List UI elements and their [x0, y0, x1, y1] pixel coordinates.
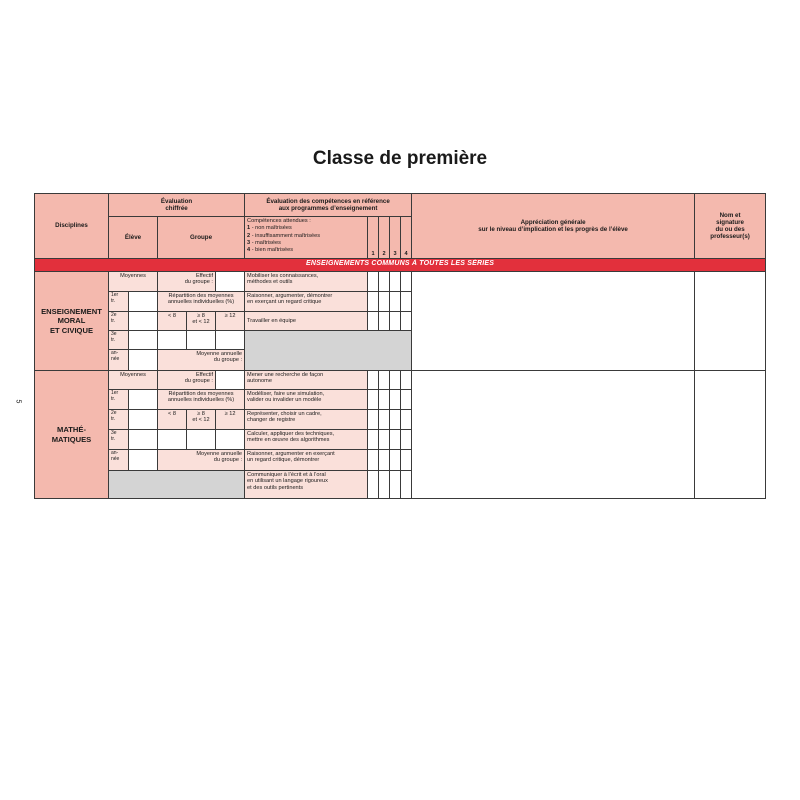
page-title: Classe de première [312, 148, 488, 169]
competences-legend [245, 217, 368, 259]
signature-box[interactable] [695, 371, 766, 499]
trimestre-label: 2e tr. [109, 312, 129, 331]
repartition-label: Répartition des moyennes annuelles individuelles (%) [158, 390, 245, 410]
level-box[interactable] [379, 450, 390, 471]
level-box[interactable] [379, 390, 390, 410]
grey-filler [109, 471, 245, 499]
eleve-moyenne-input[interactable] [129, 430, 158, 450]
level-box[interactable] [390, 410, 401, 430]
competence: Raisonner, argumenter en exerçant un regard critique, démontrer [245, 450, 368, 471]
repartition-input[interactable] [187, 430, 216, 450]
repartition-input[interactable] [158, 331, 187, 350]
level-box[interactable] [401, 292, 412, 312]
level-box[interactable] [379, 272, 390, 292]
header-signature: Nom et signature du ou des professeur(s) [695, 194, 766, 259]
competence: Raisonner, argumenter, démontrer en exerçant un regard critique [245, 292, 368, 312]
range-ge12: ≥ 12 [216, 410, 245, 430]
evaluation-table [34, 193, 766, 499]
competence: Communiquer à l’écrit et à l’oral en utilisant un langage rigoureux et des outils pertinents [245, 471, 368, 499]
level-box[interactable] [401, 390, 412, 410]
header-evaluation-chiffree: Évaluation chiffrée [109, 194, 245, 217]
eleve-moyenne-input[interactable] [129, 410, 158, 430]
discipline-emc: ENSEIGNEMENT MORAL ET CIVIQUE [35, 272, 109, 371]
repartition-input[interactable] [187, 331, 216, 350]
repartition-input[interactable] [158, 430, 187, 450]
header-appreciation: Appréciation générale sur le niveau d’implication et les progrès de l’élève [412, 194, 695, 259]
repartition-label: Répartition des moyennes annuelles individuelles (%) [158, 292, 245, 312]
level-box[interactable] [390, 371, 401, 390]
level-box[interactable] [379, 312, 390, 331]
header-competences: Évaluation des compétences en référence aux programmes d’enseignement [245, 194, 412, 217]
level-box[interactable] [401, 312, 412, 331]
moyenne-annuelle-label: Moyenne annuelle du groupe : [158, 450, 245, 471]
moyenne-annuelle-label: Moyenne annuelle du groupe : [158, 350, 245, 371]
eleve-moyenne-input[interactable] [129, 331, 158, 350]
level-box[interactable] [390, 450, 401, 471]
trimestre-label: 3e tr. [109, 430, 129, 450]
range-lt8: < 8 [158, 410, 187, 430]
appreciation-box[interactable] [412, 371, 695, 499]
trimestre-label: 2e tr. [109, 410, 129, 430]
level-box[interactable] [401, 471, 412, 499]
competence: Travailler en équipe [245, 312, 368, 331]
trimestre-label: 1er tr. [109, 390, 129, 410]
moyennes-label: Moyennes [109, 371, 158, 390]
eleve-moyenne-input[interactable] [129, 312, 158, 331]
competence: Mener une recherche de façon autonome [245, 371, 368, 390]
header-groupe: Groupe [158, 217, 245, 259]
range-mid: ≥ 8 et < 12 [187, 312, 216, 331]
moyennes-label: Moyennes [109, 272, 158, 292]
level-box[interactable] [368, 371, 379, 390]
competence: Mobiliser les connaissances, méthodes et outils [245, 272, 368, 292]
level-box[interactable] [368, 450, 379, 471]
header-eleve: Élève [109, 217, 158, 259]
legend-item: 3 - maîtrisées [247, 239, 281, 246]
effectif-input[interactable] [216, 272, 245, 292]
repartition-input[interactable] [216, 331, 245, 350]
trimestre-label: 1er tr. [109, 292, 129, 312]
level-box[interactable] [401, 430, 412, 450]
range-ge12: ≥ 12 [216, 312, 245, 331]
competences-attendues-label: Compétences attendues : [247, 218, 311, 224]
level-box[interactable] [368, 292, 379, 312]
legend-item: 2 - insuffisamment maîtrisées [247, 232, 321, 239]
annee-label: an- née [109, 450, 129, 471]
level-box[interactable] [379, 371, 390, 390]
level-3: 3 [390, 217, 401, 259]
legend-item: 1 - non maîtrisées [247, 225, 292, 232]
level-box[interactable] [390, 272, 401, 292]
range-lt8: < 8 [158, 312, 187, 331]
level-box[interactable] [401, 410, 412, 430]
eleve-moyenne-input[interactable] [129, 292, 158, 312]
level-box[interactable] [368, 312, 379, 331]
signature-box[interactable] [695, 272, 766, 371]
discipline-maths: MATHÉ- MATIQUES [35, 371, 109, 499]
page-number: 5 [14, 399, 22, 404]
grey-filler [245, 331, 412, 371]
level-box[interactable] [368, 430, 379, 450]
level-box[interactable] [379, 471, 390, 499]
level-4: 4 [401, 217, 412, 259]
legend-item: 4 - bien maîtrisées [247, 247, 294, 254]
level-box[interactable] [401, 272, 412, 292]
level-box[interactable] [368, 272, 379, 292]
level-box[interactable] [390, 471, 401, 499]
appreciation-box[interactable] [412, 272, 695, 371]
level-box[interactable] [379, 430, 390, 450]
level-box[interactable] [368, 410, 379, 430]
level-2: 2 [379, 217, 390, 259]
level-box[interactable] [390, 312, 401, 331]
eleve-moyenne-input[interactable] [129, 450, 158, 471]
repartition-input[interactable] [216, 430, 245, 450]
level-box[interactable] [390, 430, 401, 450]
eleve-moyenne-input[interactable] [129, 350, 158, 371]
range-mid: ≥ 8 et < 12 [187, 410, 216, 430]
level-box[interactable] [401, 450, 412, 471]
level-box[interactable] [368, 390, 379, 410]
eleve-moyenne-input[interactable] [129, 390, 158, 410]
annee-label: an- née [109, 350, 129, 371]
effectif-label: Effectif du groupe : [158, 371, 216, 390]
level-box[interactable] [379, 410, 390, 430]
effectif-input[interactable] [216, 371, 245, 390]
competence: Modéliser, faire une simulation, valider ou invalider un modèle [245, 390, 368, 410]
level-box[interactable] [368, 471, 379, 499]
level-box[interactable] [390, 390, 401, 410]
competence: Représenter, choisir un cadre, changer de registre [245, 410, 368, 430]
trimestre-label: 3e tr. [109, 331, 129, 350]
competence: Calculer, appliquer des techniques, mettre en œuvre des algorithmes [245, 430, 368, 450]
level-1: 1 [368, 217, 379, 259]
level-box[interactable] [379, 292, 390, 312]
section-band: ENSEIGNEMENTS COMMUNS À TOUTES LES SÉRIES [35, 259, 766, 272]
level-box[interactable] [401, 371, 412, 390]
effectif-label: Effectif du groupe : [158, 272, 216, 292]
header-disciplines: Disciplines [35, 194, 109, 259]
level-box[interactable] [390, 292, 401, 312]
